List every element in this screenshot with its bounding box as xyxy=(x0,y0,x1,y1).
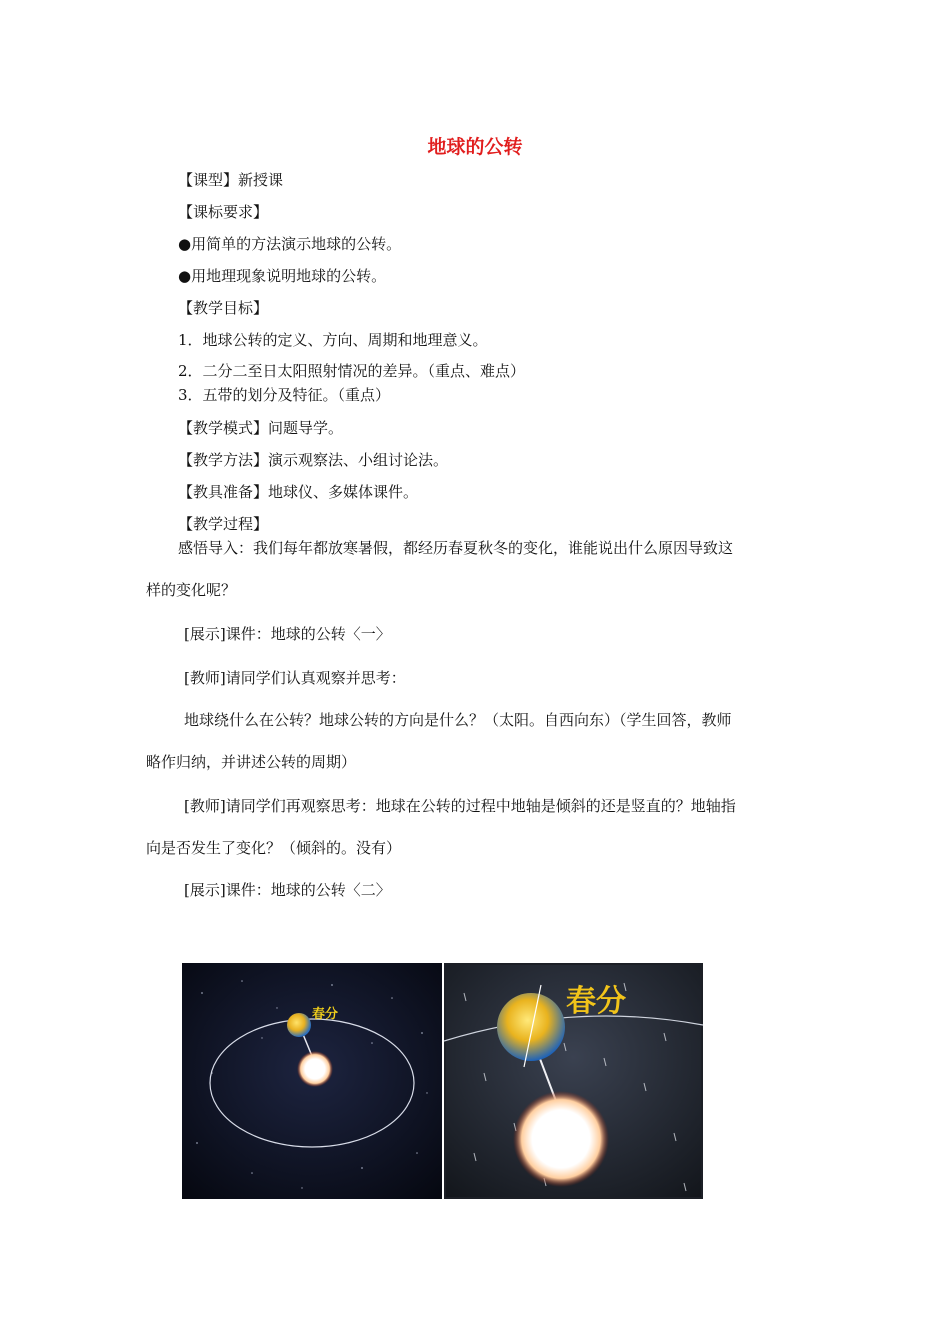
equinox-label-left: 春分 xyxy=(312,1007,339,1022)
teaching-aids: 【教具准备】地球仪、多媒体课件。 xyxy=(178,483,419,501)
question-paragraph-line-2: 略作归纳，并讲述公转的周期） xyxy=(146,753,357,771)
standard-heading: 【课标要求】 xyxy=(178,203,269,221)
teacher-prompt-2-line-1: [教师]请同学们再观察思考：地球在公转的过程中地轴是倾斜的还是竖直的？地轴指 xyxy=(184,797,736,815)
page-title: 地球的公转 xyxy=(427,136,523,158)
teacher-prompt-1: [教师]请同学们认真观察并思考： xyxy=(184,669,406,687)
process-heading: 【教学过程】 xyxy=(178,515,269,533)
goal-1: 1．地球公转的定义、方向、周期和地理意义。 xyxy=(178,331,488,349)
teaching-mode: 【教学模式】问题导学。 xyxy=(178,419,344,437)
question-paragraph-line-1: 地球绕什么在公转？地球公转的方向是什么？（太阳。自西向东）（学生回答，教师 xyxy=(184,711,732,729)
teacher-prompt-2-line-2: 向是否发生了变化？（倾斜的。没有） xyxy=(146,839,402,857)
intro-paragraph-line-2: 样的变化呢？ xyxy=(146,581,237,599)
goals-heading: 【教学目标】 xyxy=(178,299,269,317)
orbit-image-right xyxy=(444,963,703,1199)
goal-3: 3．五带的划分及特征。（重点） xyxy=(178,386,391,404)
show-courseware-1: [展示]课件：地球的公转〈一〉 xyxy=(184,625,391,643)
lesson-type: 【课型】新授课 xyxy=(178,171,284,189)
equinox-label-right: 春分 xyxy=(566,984,626,1019)
show-courseware-2: [展示]课件：地球的公转〈二〉 xyxy=(184,881,391,899)
standard-item-2: ●用地理现象说明地球的公转。 xyxy=(178,267,387,285)
intro-paragraph-line-1: 感悟导入：我们每年都放寒暑假，都经历春夏秋冬的变化，谁能说出什么原因导致这 xyxy=(178,539,734,557)
goal-2: 2．二分二至日太阳照射情况的差异。（重点、难点） xyxy=(178,362,526,380)
orbit-image-left xyxy=(182,963,442,1199)
teaching-method: 【教学方法】演示观察法、小组讨论法。 xyxy=(178,451,449,469)
standard-item-1: ●用简单的方法演示地球的公转。 xyxy=(178,235,402,253)
